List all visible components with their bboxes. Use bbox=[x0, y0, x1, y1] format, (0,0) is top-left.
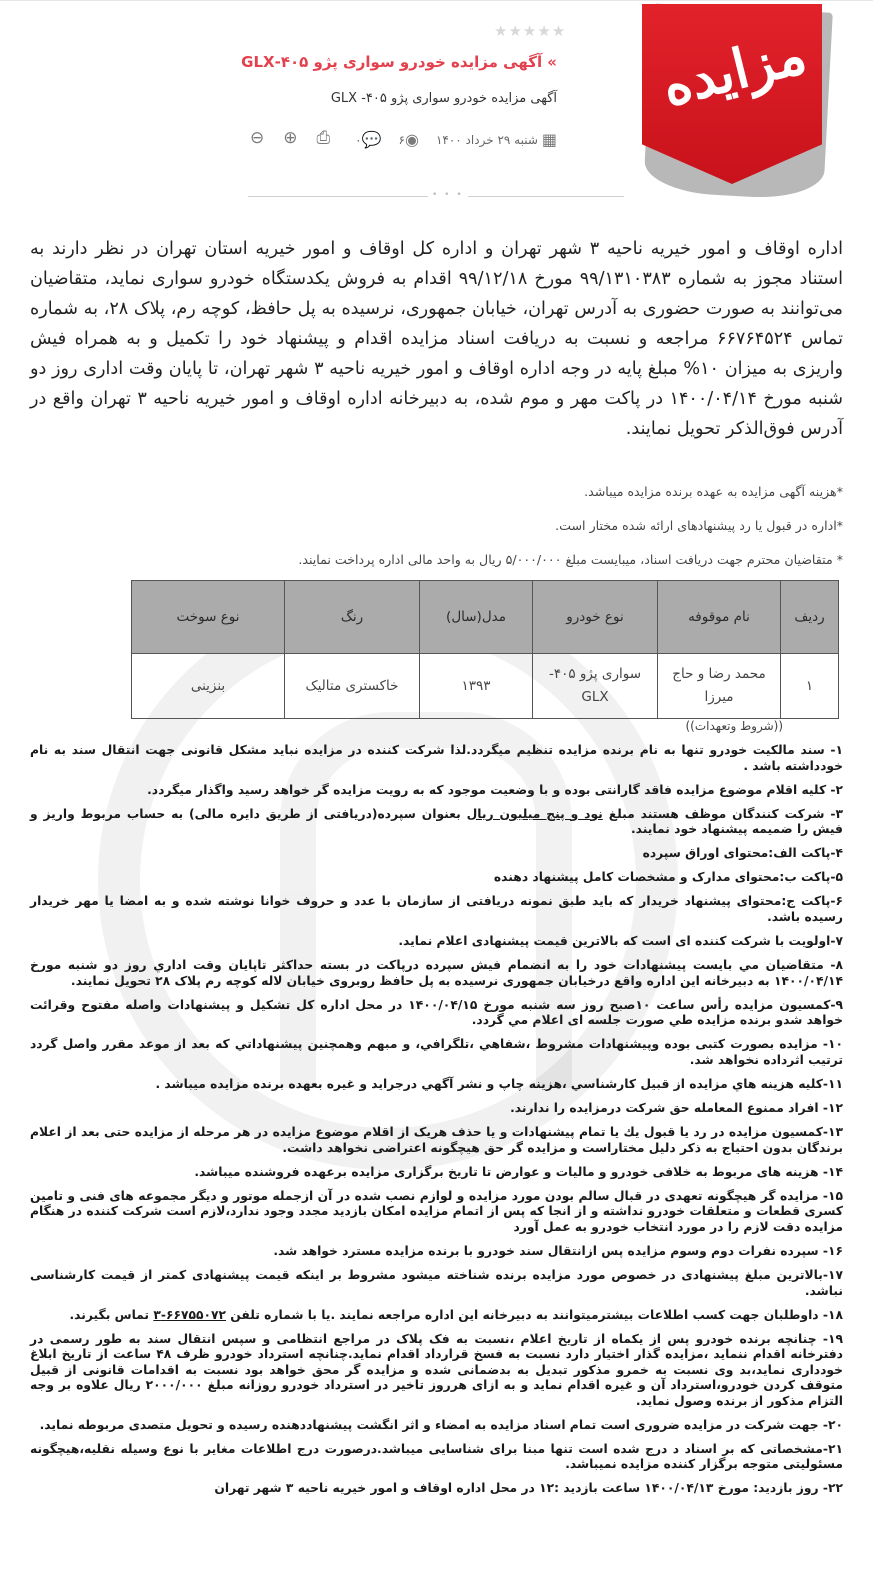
print-icon[interactable]: ⎙ bbox=[316, 128, 331, 148]
term-item: ۵-پاکت ب:محتوای مدارک و مشخصات کامل پیشنهاد دهنده bbox=[493, 870, 843, 885]
phone-number[interactable]: ۶۶۷۵۵۰۷۲-۳ bbox=[153, 1307, 226, 1322]
article-meta bbox=[341, 130, 557, 149]
term-item: ۱۲- افراد ممنوع المعامله حق شركت درمزايده را ندارند. bbox=[510, 1101, 843, 1116]
col-model: مدل(سال) bbox=[420, 581, 533, 654]
term-item: ۷-اولویت با شرکت کننده ای است که بالاترین قیمت پیشنهادی اعلام نماید. bbox=[398, 934, 843, 949]
comments-item[interactable] bbox=[355, 130, 384, 149]
top-border bbox=[0, 0, 873, 1]
table-row bbox=[132, 654, 839, 719]
calendar-icon: ▦ bbox=[541, 130, 557, 149]
col-fuel: نوع سوخت bbox=[132, 581, 285, 654]
term-item: ۱۹- چنانچه برنده خودرو پس از یکماه از تاریخ اعلام ،نسبت به فک پلاک در مراجع انتظامی و سپس انتقال سند به طور رسمی در دفترخانه اقدام ننماید ،مزایده گذار اختیار دارد نسبت به فسخ قرارداد اقدام نماید.چنانچه استرداد خودرو ظرف ۴۸ ساعت از تاریخ ابلاغ خودداری نماید،بد وی نسبت به خمرو مذکور تبدیل به بدضمانی شده و مزایده گر محق خواهد بود نسبت به اقدامات قانونی از قبیل متوقف کردن خودرو،استرداد آن و غیره اقدام نماید و به ازای هرروز تاخیر در استرداد خودرو روزانه مبلغ ۲۰۰۰/۰۰۰ ریال علاوه بر وجه التزام مذکور از برنده وصول نماید. bbox=[30, 1331, 844, 1408]
term-item: ۱۳-کمسیون مزایده در رد یا قبول يك يا تمام پيشنهادات و یا حذف هریک از اقلام موضوع مزایده در هر مرحله از مزایده حتی بعد از اعلام برندگان بدون احتیاج به ذکر دلیل مختاراست و مزایده گر حق هیچگونه اعتراضی نخواهد داشت. bbox=[30, 1125, 843, 1155]
term-item: ۱۴- هزينه هاى مربوط به خلافى خودرو و ماليات و عوارض تا تاريخ برگزارى مزايده برعهده فروشنده ميباشد. bbox=[194, 1164, 843, 1179]
divider-dots: • • • bbox=[428, 190, 468, 200]
term-item: ۴-پاکت الف:محتوای اوراق سپرده bbox=[642, 846, 843, 861]
page-subtitle: آگهی مزایده خودرو سواری پژو ۴۰۵- GLX bbox=[330, 91, 557, 106]
publish-date: شنبه ۲۹ خرداد ۱۴۰۰ bbox=[435, 132, 538, 147]
eye-icon: ◉ bbox=[404, 130, 419, 149]
conditions-title: ((شروط وتعهدات)) bbox=[685, 719, 783, 733]
term-item: ۸- متقاضیان مي بايست پيشنهادات خود را به انضمام فیش سپرده درپاکت در بسته حداکثر تاپایان وقت اداري روز دو شنبه مورخ ۱۴۰۰/۰۴/۱۴ به دبيرخانه اين اداره واقع درخیابان جمهوری نرسیده به پل حافظ روبروی خیابان لاله کوچه رم پلاک ۲۸ تحويل نمايند. bbox=[30, 958, 843, 988]
term-item: ۲۱-مشخصاتى كه بر اسناد د درج شده است تنها مبنا براى شناسايى ميباشد.درصورت درج اطلاعات مغاير با نوع وسيله نقليه،هيچگونه مسئوليتى متوجه برگزار كننده مزايده نميباشد. bbox=[30, 1441, 843, 1472]
term-item: ۲۰- جهت شركت در مزايده ضرورى است تمام اسناد مزايده به امضاء و اثر انگشت پيشنهاددهنده رسيده و تحويل متصدى مربوطه نمايد. bbox=[39, 1417, 843, 1432]
term-item: ۲۲- روز بازديد: مورخ ۱۴۰۰/۰۴/۱۳ ساعت بازديد :۱۲ در محل اداره اوقاف و امور خيريه ناحيه ۳ شهر تهران bbox=[214, 1481, 843, 1496]
vehicle-table bbox=[131, 580, 839, 719]
toolbar bbox=[250, 128, 330, 148]
date-item bbox=[436, 130, 557, 149]
term-item: ۱۶- سپرده نفرات دوم وسوم مزايده پس ازانتقال سند خودرو با برنده مزايده مسترد خواهد شد. bbox=[273, 1243, 843, 1258]
term-item: ۱۸- داوطلبان جهت كسب اطلاعات بيشترميتوانند به دبيرخانه اين اداره مراجعه نمايند .يا با شماره تلفن ۶۶۷۵۵۰۷۲-۳ تماس بگيرند. bbox=[69, 1307, 843, 1322]
intro-paragraph: اداره اوقاف و امور خیریه ناحیه ۳ شهر تهران و اداره کل اوقاف و امور خیریه استان تهران در نظر دارند به استناد مجوز به شماره ۹۹/۱۳۱۰۳۸۳ مورخ ۹۹/۱۲/۱۸ اقدام به فروش یکدستگاه خودرو سواری نماید، متقاضیان می‌توانند به صورت حضوری به آدرس تهران، خیابان جمهوری، نرسیده به پل حافظ، کوچه رم، پلاک ۲۸، به شماره تماس ۶۶۷۶۴۵۲۴ مراجعه و نسبت به دریافت اسناد مزایده اقدام و پیشنهاد خود را تکمیل و به همراه فیش واریزی به میزان ۱۰% مبلغ پایه در وجه اداره اوقاف و امور خیریه ناحیه ۳ شهر تهران، تا پایان وقت اداری روز دو شنبه مورخ ۱۴۰۰/۰۴/۱۴ در پاکت مهر و موم شده، به دبیرخانه اداره اوقاف و امور خیریه ناحیه ۳ تهران واقع در آدرس فوق‌الذکر تحویل نمایند. bbox=[30, 239, 844, 439]
views-count: ۶ bbox=[398, 132, 405, 147]
terms-list bbox=[30, 743, 843, 1506]
cell-color: خاکستری متالیک bbox=[285, 654, 420, 719]
auction-badge bbox=[640, 4, 832, 200]
term-item: ۳- شرکت کنندگان موظف هستند مبلغ نود و پنج میلیون ریال بعنوان سپرده(دریافتی از طریق دایره مالی) به حساب مربوط واریز و فیش را ضمیمه پیشنهاد خود نمایند. bbox=[30, 806, 843, 837]
badge-label: مزایده bbox=[655, 21, 813, 119]
term-item: ۹-کمسيون مزايده رأس ساعت ۱۰صبح روز سه شنبه مورخ ۱۴۰۰/۰۴/۱۵ در محل اداره كل تشكيل و پيشنهادات واصله مفتوح وقرائت خواهد شدو برنده مزايده طي صورت جلسه ای اعلام مي گردد. bbox=[30, 997, 843, 1028]
col-color: رنگ bbox=[285, 581, 420, 654]
term-item: ۱۷-بالاترين مبلغ پيشنهادى در خصوص مورد مزايده برنده شناخته ميشود مشروط بر اينكه قيمت پيشنهادى كمتر از قيمت كارشناسى نباشد. bbox=[30, 1268, 843, 1298]
note-fee: *هزینه آگهی مزایده به عهده برنده مزایده میباشد. bbox=[584, 484, 843, 499]
cell-model: ۱۳۹۳ bbox=[420, 654, 533, 719]
col-car: نوع خودرو bbox=[533, 581, 658, 654]
breadcrumb-title-link[interactable]: » آگهی مزایده خودرو سواری پژو ۴۰۵-GLX bbox=[241, 53, 557, 71]
col-index: ردیف bbox=[781, 581, 839, 654]
views-item bbox=[399, 130, 422, 149]
term-item: ۱- سند مالکیت خودرو تنها به نام برنده مزایده تنظیم میگردد.لذا شرکت کننده در مزایده نباید مشکل قانونی جهت انتقال سند به نام خودداشته باشد . bbox=[30, 743, 843, 773]
deposit-amount: نود و پنج میلیون ریال bbox=[466, 806, 603, 821]
cell-owner: محمد رضا و حاج میرزا bbox=[658, 654, 781, 719]
table-header-row bbox=[132, 581, 839, 654]
zoom-in-icon[interactable]: ⊕ bbox=[283, 128, 298, 148]
term-item: ۱۰- مزایده بصورت کتبی بوده وپيشنهادات مشروط ،شفاهي ،تلگرافي، و مبهم وهمچنين پيشنهاداتي كه بعد از موعد مقرر واصل گردد ترتيب اثرداده نخواهد شد. bbox=[30, 1037, 843, 1067]
note-payment: * متقاضیان محترم جهت دریافت اسناد، میبایست مبلغ ۵/۰۰۰/۰۰۰ ریال به واحد مالی اداره پرداخت نمایند. bbox=[298, 552, 843, 567]
term-item: ۱۱-كليه هزينه هاي مزايده از قبيل كارشناسي ،هزينه چاپ و نشر آگهي درجرايد و غيره بعهده برنده مزايده ميباشد . bbox=[155, 1076, 843, 1091]
term-item: ۶-پاکت ج:محتوای پیشنهاد خریدار که باید طبق نمونه دریافتی از سازمان با عدد و حروف خوانا نوشته شده و به امضا یا مهر خریدار رسیده باشد. bbox=[30, 894, 843, 924]
cell-index: ۱ bbox=[781, 654, 839, 719]
term-item: ۲- کلیه اقلام موضوع مزایده فاقد گارانتی بوده و با وضعیت موجود که به رویت مزایده گر خواهد رسید واگذار میگردد. bbox=[147, 782, 843, 797]
rating-stars[interactable]: ★★★★★ bbox=[494, 22, 567, 40]
comments-count: ۰ bbox=[355, 132, 362, 147]
cell-fuel: بنزینی bbox=[132, 654, 285, 719]
note-right: *اداره در قبول یا رد پیشنهادهای ارائه شده مختار است. bbox=[555, 518, 843, 533]
term-item: ۱۵- مزايده گر هيچگونه تعهدى در قبال سالم بودن مورد مزايده و لوازم نصب شده در آن ازجمله موتور و ديگر مجموعه هاى فنى و تامين كسرى قطعات و متعلقات خودرو نداشته و از انجا كه پس از اتمام مزايده امكان بازديد مجدد وجود ندارد،لازم است شركت كننده در هنگام مزايده دقت لازم را در مورد انتخاب خودرو به عمل آورد bbox=[30, 1188, 843, 1234]
cell-car: سواری پژو ۴۰۵- GLX bbox=[533, 654, 658, 719]
zoom-out-icon[interactable]: ⊖ bbox=[250, 128, 265, 148]
comment-icon: 💬 bbox=[361, 130, 382, 149]
col-owner: نام موقوفه bbox=[658, 581, 781, 654]
